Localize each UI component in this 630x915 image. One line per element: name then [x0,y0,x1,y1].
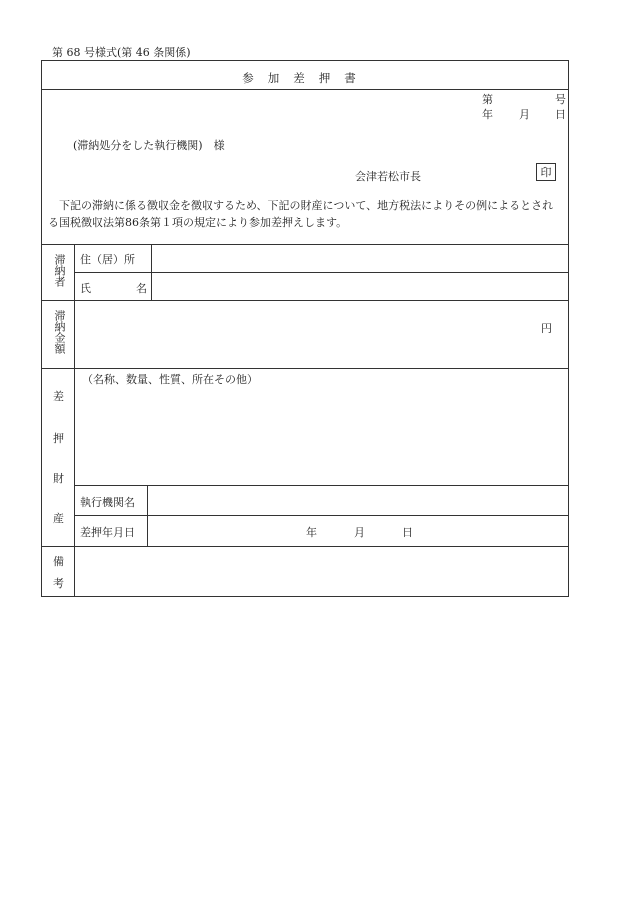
amount-unit: 円 [541,322,552,335]
seal-label: 印 [540,166,552,179]
name-label-1: 氏 [80,282,91,295]
seizure-date-month: 月 [354,526,365,539]
agency-label: 執行機関名 [80,496,135,509]
divider [42,300,568,301]
name-label-2: 名 [136,282,147,295]
date-day: 日 [555,108,566,121]
number-prefix: 第 [482,93,493,106]
label-column-line [74,244,75,596]
property-header-3: 財 [53,472,64,485]
property-header-1: 差 [53,390,64,403]
seizure-date-year: 年 [306,526,317,539]
divider [147,485,148,547]
form-title: 参加差押書 [242,71,370,85]
divider [42,244,568,245]
delinquent-header: 滞納者 [53,254,66,287]
divider [42,546,568,547]
seizure-date-day: 日 [402,526,413,539]
date-month: 月 [519,108,530,121]
divider [74,485,568,486]
form-frame [41,60,569,597]
amount-header: 滞納金額 [53,310,66,354]
address-label: 住（居）所 [80,253,135,266]
remarks-header-1: 備 [53,555,64,568]
seizure-date-label: 差押年月日 [80,526,135,539]
property-description-note: （名称、数量、性質、所在その他） [82,373,258,386]
seal-box [536,163,556,181]
addressee: (滞納処分をした執行機関) 様 [73,139,225,152]
date-year: 年 [482,108,493,121]
body-text: 下記の滞納に係る徴収金を徴収するため、下記の財産について、地方税法によりその例によるとされる国税徴収法第86条第１項の規定により参加差押えします。 [48,199,554,229]
property-header-2: 押 [53,432,64,445]
issuer: 会津若松市長 [355,170,421,183]
divider [74,272,568,273]
remarks-header-2: 考 [53,577,64,590]
form-number: 第 68 号様式(第 46 条関係) [52,46,191,59]
divider [42,89,568,90]
property-header-4: 産 [53,512,64,525]
divider [42,368,568,369]
number-suffix: 号 [555,93,566,106]
divider [74,515,568,516]
